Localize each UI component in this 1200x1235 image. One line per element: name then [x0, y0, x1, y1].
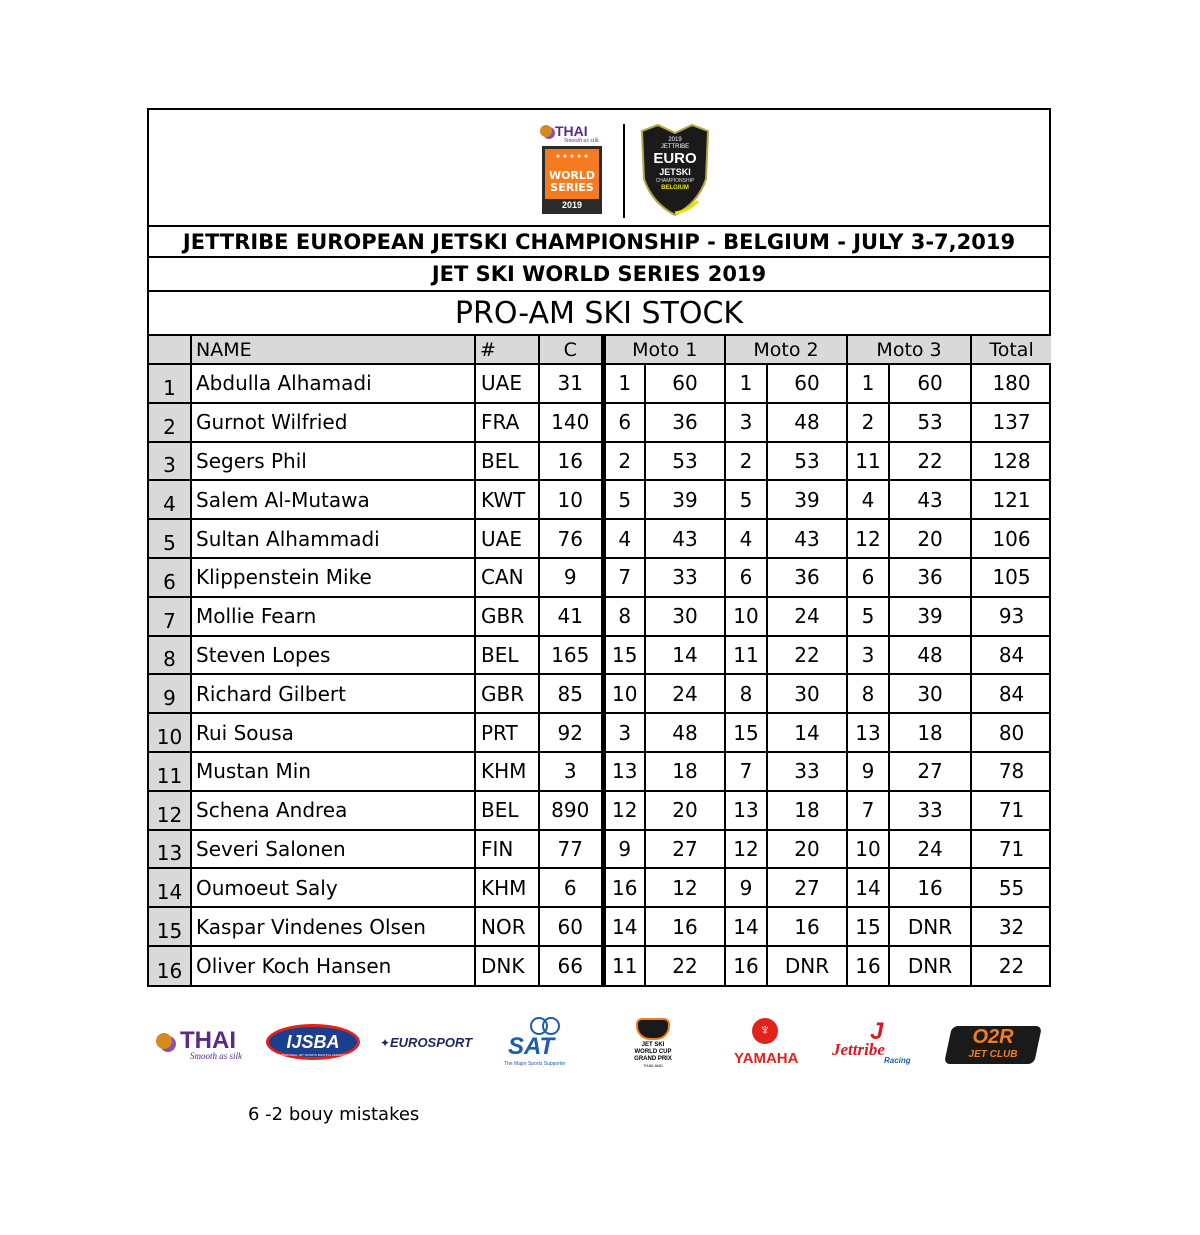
rider-number: 3: [539, 752, 603, 791]
header-number: C: [539, 336, 603, 364]
jettribe-j-icon: J: [870, 1018, 884, 1045]
rider-name: Salem Al-Mutawa: [191, 480, 475, 519]
moto1-points: 18: [645, 752, 725, 791]
rider-number: 60: [539, 907, 603, 946]
sponsor-worldcup-logo: [626, 1018, 680, 1070]
header-name: NAME: [191, 336, 475, 364]
moto3-points: 22: [889, 442, 971, 481]
moto3-place: 11: [847, 442, 889, 481]
moto1-points: 14: [645, 636, 725, 675]
moto2-place: 16: [725, 946, 767, 985]
moto3-points: 33: [889, 791, 971, 830]
moto2-place: 12: [725, 830, 767, 869]
result-position: 4: [149, 480, 191, 519]
rider-name: Oumoeut Saly: [191, 868, 475, 907]
rider-nation: FRA: [475, 403, 539, 442]
moto2-place: 5: [725, 480, 767, 519]
moto3-place: 12: [847, 519, 889, 558]
moto1-place: 2: [603, 442, 645, 481]
rider-number: 76: [539, 519, 603, 558]
total-points: 128: [971, 442, 1051, 481]
moto1-points: 43: [645, 519, 725, 558]
total-points: 93: [971, 597, 1051, 636]
stars-icon: ★ ★ ★ ★ ★: [555, 154, 589, 160]
moto3-place: 3: [847, 636, 889, 675]
rider-nation: KWT: [475, 480, 539, 519]
total-points: 106: [971, 519, 1051, 558]
table-header-row: [149, 336, 1051, 364]
result-position: 2: [149, 403, 191, 442]
total-points: 137: [971, 403, 1051, 442]
rider-name: Klippenstein Mike: [191, 558, 475, 597]
rider-nation: DNK: [475, 946, 539, 985]
rider-name: Schena Andrea: [191, 791, 475, 830]
moto1-points: 12: [645, 868, 725, 907]
moto1-points: 33: [645, 558, 725, 597]
moto1-place: 13: [603, 752, 645, 791]
sponsor-yamaha-brand: YAMAHA: [734, 1050, 799, 1067]
result-position: 10: [149, 713, 191, 752]
moto3-points: 24: [889, 830, 971, 869]
moto2-points: 22: [767, 636, 847, 675]
table-row: [149, 597, 1051, 636]
table-row: [149, 674, 1051, 713]
rider-nation: CAN: [475, 558, 539, 597]
results-body: [149, 364, 1051, 985]
rider-number: 6: [539, 868, 603, 907]
header-moto-2: Moto 2: [725, 336, 847, 364]
table-row: [149, 752, 1051, 791]
sponsor-sat-logo: [502, 1017, 582, 1071]
moto2-points: 18: [767, 791, 847, 830]
moto2-place: 8: [725, 674, 767, 713]
worldcup-line-2: WORLD CUP: [634, 1049, 672, 1055]
sponsor-o2r-sub: JET CLUB: [968, 1049, 1018, 1060]
moto2-place: 7: [725, 752, 767, 791]
table-row: [149, 868, 1051, 907]
moto1-points: 22: [645, 946, 725, 985]
total-points: 80: [971, 713, 1051, 752]
rider-name: Severi Salonen: [191, 830, 475, 869]
header-moto-3: Moto 3: [847, 336, 971, 364]
sponsor-jettribe-logo: [832, 1018, 928, 1066]
moto3-points: 60: [889, 364, 971, 403]
rider-nation: GBR: [475, 674, 539, 713]
thai-brand-text: THAI: [555, 123, 588, 139]
table-row: [149, 558, 1051, 597]
header-logo-band: [149, 110, 1049, 227]
result-position: 1: [149, 364, 191, 403]
moto2-points: 48: [767, 403, 847, 442]
rider-nation: KHM: [475, 752, 539, 791]
moto3-place: 9: [847, 752, 889, 791]
euro-jetski-shield-logo: [638, 123, 712, 217]
total-points: 32: [971, 907, 1051, 946]
eurosport-star-icon: ✦: [380, 1036, 391, 1050]
result-position: 3: [149, 442, 191, 481]
moto2-place: 4: [725, 519, 767, 558]
thai-world-series-logo: [538, 124, 608, 216]
total-points: 22: [971, 946, 1051, 985]
rider-number: 140: [539, 403, 603, 442]
result-position: 11: [149, 752, 191, 791]
rider-name: Oliver Koch Hansen: [191, 946, 475, 985]
sponsor-o2r-logo: [948, 1026, 1038, 1064]
rider-number: 92: [539, 713, 603, 752]
event-title: JETTRIBE EUROPEAN JETSKI CHAMPIONSHIP - BELGIUM - JULY 3-7,2019: [149, 227, 1049, 258]
rider-nation: KHM: [475, 868, 539, 907]
moto1-points: 60: [645, 364, 725, 403]
sponsor-sat-brand: SAT: [508, 1033, 555, 1060]
table-row: [149, 442, 1051, 481]
moto1-points: 39: [645, 480, 725, 519]
header-nat: #: [475, 336, 539, 364]
badge-line-1: WORLD: [548, 169, 596, 182]
table-row: [149, 480, 1051, 519]
total-points: 84: [971, 674, 1051, 713]
moto3-place: 2: [847, 403, 889, 442]
moto3-place: 16: [847, 946, 889, 985]
result-position: 16: [149, 946, 191, 985]
moto3-points: 39: [889, 597, 971, 636]
sponsor-ijsba-tagline: INTERNATIONAL JET SPORTS BOATING ASSOCIATION: [274, 1053, 352, 1057]
moto1-place: 6: [603, 403, 645, 442]
rider-number: 165: [539, 636, 603, 675]
moto1-points: 20: [645, 791, 725, 830]
moto3-points: 27: [889, 752, 971, 791]
sponsor-o2r-brand: O2R: [972, 1026, 1014, 1048]
moto3-place: 14: [847, 868, 889, 907]
rider-name: Gurnot Wilfried: [191, 403, 475, 442]
table-row: [149, 519, 1051, 558]
footnote: 6 -2 bouy mistakes: [248, 1104, 420, 1125]
sponsor-eurosport-logo: [380, 1035, 476, 1055]
thai-orchid-icon: [156, 1033, 172, 1049]
total-points: 71: [971, 791, 1051, 830]
moto3-place: 4: [847, 480, 889, 519]
worldcup-line-1: JET SKI: [641, 1042, 665, 1048]
rider-number: 16: [539, 442, 603, 481]
moto2-points: 33: [767, 752, 847, 791]
moto2-place: 14: [725, 907, 767, 946]
table-row: [149, 713, 1051, 752]
rider-name: Kaspar Vindenes Olsen: [191, 907, 475, 946]
moto1-place: 14: [603, 907, 645, 946]
moto3-place: 10: [847, 830, 889, 869]
shield-line-4: CHAMPIONSHIP: [655, 178, 695, 184]
rider-name: Richard Gilbert: [191, 674, 475, 713]
results-table: [149, 336, 1051, 985]
shield-line-3: JETSKI: [659, 167, 691, 177]
moto2-place: 2: [725, 442, 767, 481]
rider-nation: PRT: [475, 713, 539, 752]
moto2-points: 24: [767, 597, 847, 636]
rider-nation: BEL: [475, 636, 539, 675]
moto1-place: 7: [603, 558, 645, 597]
rider-name: Sultan Alhammadi: [191, 519, 475, 558]
table-row: [149, 403, 1051, 442]
total-points: 180: [971, 364, 1051, 403]
moto1-points: 24: [645, 674, 725, 713]
moto1-points: 30: [645, 597, 725, 636]
moto3-points: DNR: [889, 946, 971, 985]
logo-divider: [623, 124, 625, 218]
moto2-points: 39: [767, 480, 847, 519]
thai-orchid-icon: [540, 125, 552, 137]
result-position: 5: [149, 519, 191, 558]
moto2-points: DNR: [767, 946, 847, 985]
moto2-place: 13: [725, 791, 767, 830]
rider-number: 31: [539, 364, 603, 403]
moto2-place: 9: [725, 868, 767, 907]
moto3-points: 20: [889, 519, 971, 558]
sponsor-ijsba-logo: [266, 1020, 360, 1064]
moto1-place: 16: [603, 868, 645, 907]
sponsor-jettribe-sub: Racing: [884, 1056, 911, 1065]
rider-name: Mollie Fearn: [191, 597, 475, 636]
rider-name: Abdulla Alhamadi: [191, 364, 475, 403]
moto3-points: DNR: [889, 907, 971, 946]
table-row: [149, 636, 1051, 675]
moto3-points: 43: [889, 480, 971, 519]
badge-year: 2019: [545, 199, 599, 211]
table-row: [149, 791, 1051, 830]
result-position: 8: [149, 636, 191, 675]
moto1-points: 16: [645, 907, 725, 946]
sponsor-jettribe-brand: Jettribe: [832, 1040, 885, 1059]
results-sheet: [147, 108, 1051, 987]
worldcup-line-3: GRAND PRIX: [634, 1056, 672, 1062]
moto2-points: 20: [767, 830, 847, 869]
total-points: 84: [971, 636, 1051, 675]
total-points: 71: [971, 830, 1051, 869]
sponsor-sat-tagline: The Major Sports Supporter: [504, 1061, 566, 1067]
moto1-place: 4: [603, 519, 645, 558]
series-title: JET SKI WORLD SERIES 2019: [149, 258, 1049, 292]
moto1-points: 36: [645, 403, 725, 442]
moto2-points: 53: [767, 442, 847, 481]
rider-number: 10: [539, 480, 603, 519]
moto3-points: 30: [889, 674, 971, 713]
moto3-place: 15: [847, 907, 889, 946]
table-row: [149, 907, 1051, 946]
moto2-points: 27: [767, 868, 847, 907]
rider-nation: BEL: [475, 442, 539, 481]
moto1-place: 8: [603, 597, 645, 636]
moto3-points: 48: [889, 636, 971, 675]
moto2-place: 3: [725, 403, 767, 442]
rider-number: 9: [539, 558, 603, 597]
moto3-points: 18: [889, 713, 971, 752]
moto3-place: 8: [847, 674, 889, 713]
moto2-points: 30: [767, 674, 847, 713]
moto1-place: 10: [603, 674, 645, 713]
moto3-points: 16: [889, 868, 971, 907]
rider-number: 85: [539, 674, 603, 713]
sponsor-thai-brand: THAI: [180, 1027, 236, 1054]
class-title: PRO-AM SKI STOCK: [149, 292, 1049, 336]
result-position: 9: [149, 674, 191, 713]
rider-name: Segers Phil: [191, 442, 475, 481]
moto3-place: 7: [847, 791, 889, 830]
moto3-place: 1: [847, 364, 889, 403]
moto2-place: 15: [725, 713, 767, 752]
moto1-place: 3: [603, 713, 645, 752]
rider-number: 77: [539, 830, 603, 869]
total-points: 55: [971, 868, 1051, 907]
table-row: [149, 364, 1051, 403]
shield-line-2: EURO: [653, 150, 697, 167]
rider-nation: GBR: [475, 597, 539, 636]
total-points: 121: [971, 480, 1051, 519]
table-row: [149, 946, 1051, 985]
moto1-place: 15: [603, 636, 645, 675]
moto2-points: 14: [767, 713, 847, 752]
badge-line-2: SERIES: [550, 181, 594, 194]
shield-line-1: JETTRIBE: [660, 144, 690, 150]
moto1-points: 27: [645, 830, 725, 869]
moto3-place: 6: [847, 558, 889, 597]
rider-name: Steven Lopes: [191, 636, 475, 675]
moto2-place: 11: [725, 636, 767, 675]
result-position: 7: [149, 597, 191, 636]
thai-tagline: Smooth as silk: [564, 138, 599, 144]
moto1-place: 1: [603, 364, 645, 403]
total-points: 105: [971, 558, 1051, 597]
sponsor-thai-logo: [154, 1027, 246, 1063]
moto1-points: 53: [645, 442, 725, 481]
result-position: 6: [149, 558, 191, 597]
result-position: 14: [149, 868, 191, 907]
moto1-place: 11: [603, 946, 645, 985]
sponsor-eurosport-brand: EUROSPORT: [390, 1035, 473, 1050]
rider-nation: UAE: [475, 364, 539, 403]
moto2-place: 6: [725, 558, 767, 597]
rider-nation: FIN: [475, 830, 539, 869]
shield-line-5: BELGIUM: [661, 185, 689, 191]
rider-name: Rui Sousa: [191, 713, 475, 752]
header-total: Total: [971, 336, 1051, 364]
sponsor-thai-tagline: Smooth as silk: [190, 1051, 243, 1061]
moto2-points: 43: [767, 519, 847, 558]
result-position: 12: [149, 791, 191, 830]
worldcup-line-4: THAILAND: [643, 1063, 663, 1068]
yamaha-tuning-fork-icon: ♆: [752, 1018, 778, 1044]
total-points: 78: [971, 752, 1051, 791]
moto3-place: 13: [847, 713, 889, 752]
header-moto-1: Moto 1: [603, 336, 725, 364]
moto2-points: 16: [767, 907, 847, 946]
moto3-place: 5: [847, 597, 889, 636]
rider-nation: BEL: [475, 791, 539, 830]
moto3-points: 36: [889, 558, 971, 597]
result-position: 15: [149, 907, 191, 946]
rider-nation: NOR: [475, 907, 539, 946]
rider-name: Mustan Min: [191, 752, 475, 791]
world-series-badge: [542, 146, 602, 214]
table-row: [149, 830, 1051, 869]
header-pos: [149, 336, 191, 364]
result-position: 13: [149, 830, 191, 869]
moto1-points: 48: [645, 713, 725, 752]
rider-number: 890: [539, 791, 603, 830]
moto3-points: 53: [889, 403, 971, 442]
rider-number: 66: [539, 946, 603, 985]
moto2-place: 1: [725, 364, 767, 403]
moto1-place: 9: [603, 830, 645, 869]
moto2-points: 36: [767, 558, 847, 597]
moto2-place: 10: [725, 597, 767, 636]
shield-year: 2019: [668, 137, 682, 143]
moto1-place: 5: [603, 480, 645, 519]
rider-number: 41: [539, 597, 603, 636]
moto1-place: 12: [603, 791, 645, 830]
sponsor-yamaha-logo: [734, 1018, 798, 1070]
worldcup-emblem-icon: [636, 1018, 670, 1040]
sponsor-ijsba-brand: IJSBA: [286, 1032, 340, 1052]
moto2-points: 60: [767, 364, 847, 403]
rider-nation: UAE: [475, 519, 539, 558]
